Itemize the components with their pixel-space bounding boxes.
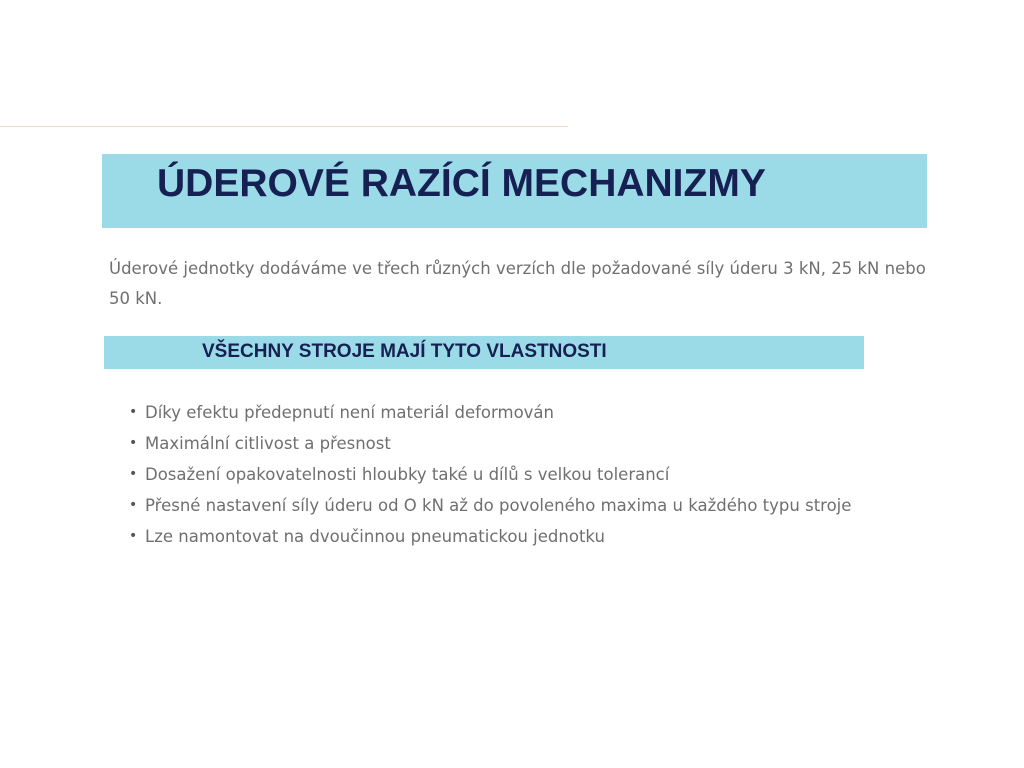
bullet-icon: • xyxy=(129,404,138,420)
feature-item xyxy=(127,459,987,490)
feature-text: Maximální citlivost a přesnost xyxy=(145,434,391,453)
feature-text: Přesné nastavení síly úderu od O kN až do povoleného maxima u každého typu stroje xyxy=(145,496,852,515)
title-banner xyxy=(102,154,927,228)
feature-item xyxy=(127,428,987,459)
section-heading: VŠECHNY STROJE MAJÍ TYTO VLASTNOSTI xyxy=(202,341,607,362)
intro-paragraph: Úderové jednotky dodáváme ve třech různých verzích dle požadované síly úderu 3 kN, 25 kN nebo 50 kN. xyxy=(109,259,926,308)
feature-list xyxy=(127,397,987,552)
bullet-icon: • xyxy=(129,435,138,451)
feature-text: Díky efektu předepnutí není materiál deformován xyxy=(145,403,554,422)
feature-item xyxy=(127,521,987,552)
bullet-icon: • xyxy=(129,528,138,544)
top-divider xyxy=(0,126,568,127)
feature-item xyxy=(127,490,987,521)
bullet-icon: • xyxy=(129,497,138,513)
bullet-icon: • xyxy=(129,466,138,482)
page-title: ÚDEROVÉ RAZÍCÍ MECHANIZMY xyxy=(157,162,766,205)
feature-text: Lze namontovat na dvoučinnou pneumatickou jednotku xyxy=(145,527,605,546)
feature-text: Dosažení opakovatelnosti hloubky také u dílů s velkou tolerancí xyxy=(145,465,670,484)
feature-item xyxy=(127,397,987,428)
subtitle-banner xyxy=(104,336,864,369)
